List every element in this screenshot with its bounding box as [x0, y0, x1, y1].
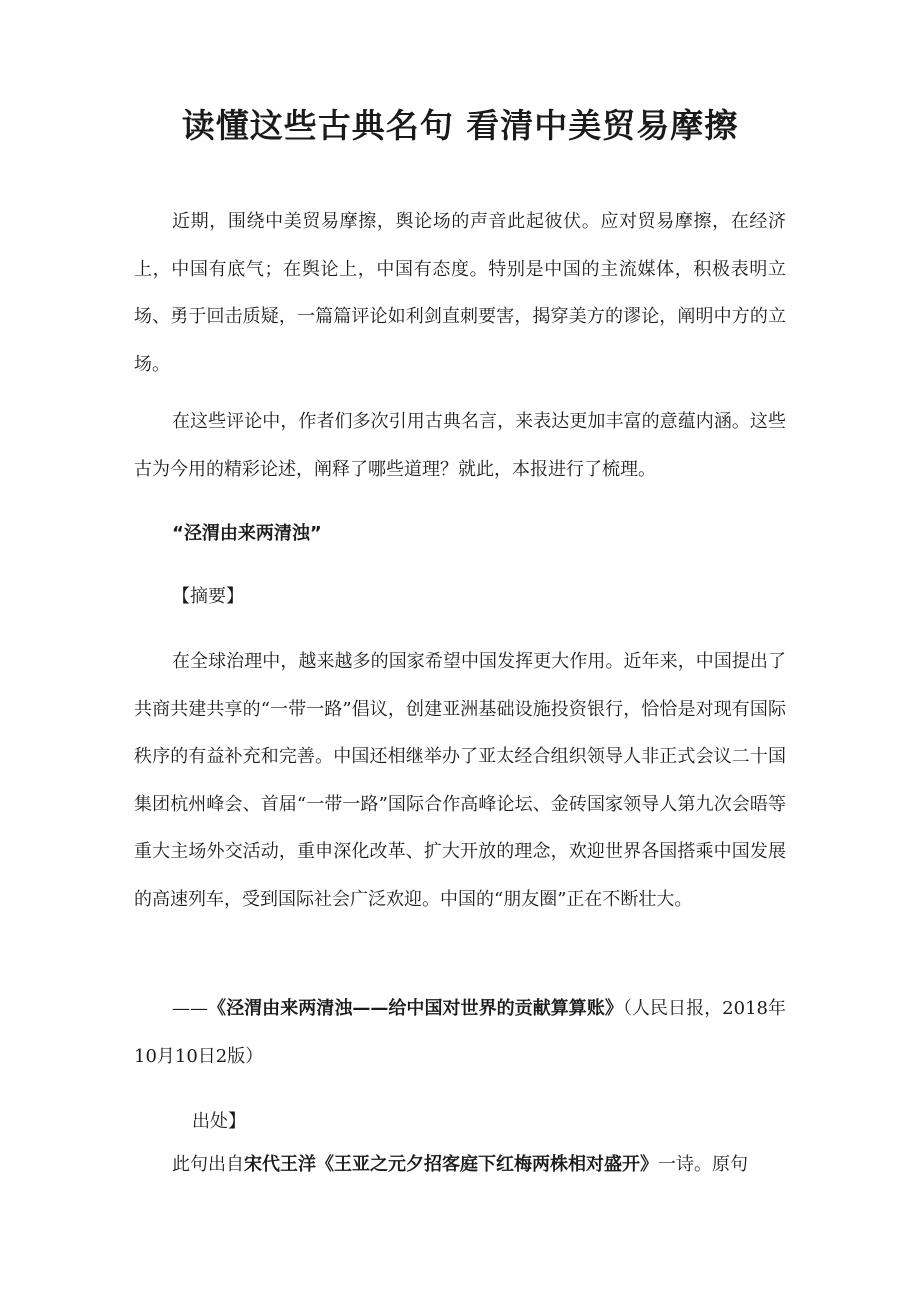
abstract-label: 【摘要】 — [172, 586, 244, 607]
source-author-poem: 宋代王洋《王亚之元夕招客庭下红梅两株相对盛开》 — [244, 1154, 658, 1175]
citation-dash: —— — [172, 998, 208, 1019]
section-heading: “泾渭由来两清浊” — [172, 523, 322, 544]
source-prefix: 此句出自 — [172, 1154, 244, 1175]
abstract-paragraph: 在全球治理中，越来越多的国家希望中国发挥更大作用。近年来，中国提出了共商共建共享的“一带一路”倡议，创建亚洲基础设施投资银行，恰恰是对现有国际秩序的有益补充和完善。中国还相继举办了亚太经合组织领导人非正式会议二十国集团杭州峰会、首届“一带一路”国际合作高峰论坛、金砖国家领导人第九次会晤等重大主场外交活动，重申深化改革、扩大开放的理念，欢迎世界各国搭乘中国发展的高速列车，受到国际社会广泛欢迎。中国的“朋友圈”正在不断壮大。 — [134, 651, 786, 910]
intro-paragraph-1: 近期，围绕中美贸易摩擦，舆论场的声音此起彼伏。应对贸易摩擦，在经济上，中国有底气；在舆论上，中国有态度。特别是中国的主流媒体，积极表明立场、勇于回击质疑，一篇篇评论如利剑直刺要害，揭穿美方的谬论，阐明中方的立场。 — [134, 211, 786, 375]
source-paragraph — [134, 1141, 786, 1189]
citation-paragraph — [134, 985, 786, 1080]
source-suffix: 一诗。原句 — [658, 1154, 748, 1175]
citation-title: 《泾渭由来两清浊——给中国对世界的贡献算算账》 — [208, 998, 623, 1019]
intro-paragraph-2: 在这些评论中，作者们多次引用古典名言，来表达更加丰富的意蕴内涵。这些古为今用的精彩论述，阐释了哪些道理？就此，本报进行了梳理。 — [134, 411, 786, 480]
source-label: 出处】 — [192, 1111, 246, 1132]
article-title: 读懂这些古典名句 看清中美贸易摩擦 — [181, 106, 739, 145]
citation-source: （人民日报，2018年10月10日2版） — [134, 998, 787, 1067]
